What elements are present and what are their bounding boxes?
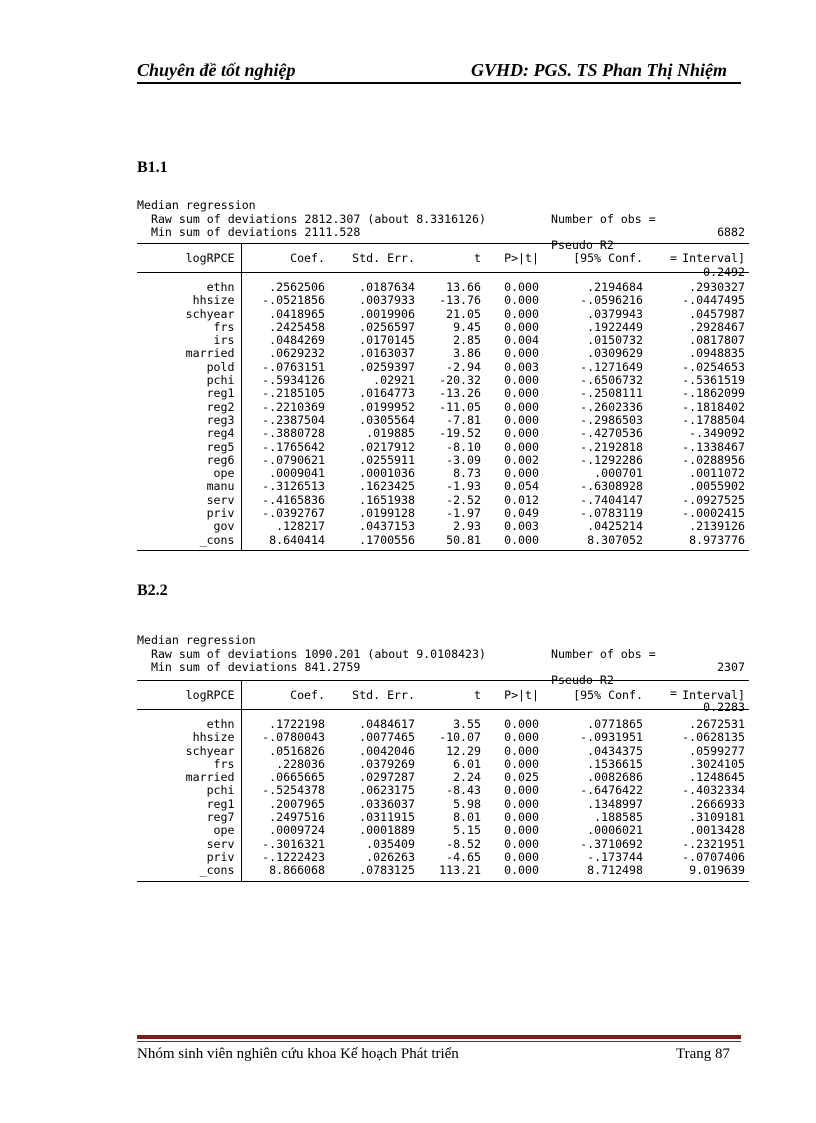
- table-row: [137, 507, 749, 520]
- table-row: [137, 273, 749, 295]
- table-cell: 0.000: [504, 373, 539, 388]
- table-header-row: [137, 244, 749, 273]
- table-cell: -.5254378: [262, 783, 325, 798]
- table-cell: 21.05: [446, 306, 481, 321]
- regression-table-b1-1: [137, 243, 749, 551]
- table-cell: .0336037: [359, 796, 415, 811]
- table-row: [137, 534, 749, 551]
- table-cell: .0217912: [359, 439, 415, 454]
- table-cell: .128217: [276, 519, 325, 534]
- summary-title: Median regression: [137, 198, 256, 213]
- table-cell: -.3126513: [262, 479, 325, 494]
- table-cell: .2928467: [689, 319, 745, 334]
- table-cell: -8.10: [446, 439, 481, 454]
- table-cell: -.1271649: [580, 359, 643, 374]
- table-cell: .0013428: [689, 823, 745, 838]
- table-cell: 0.000: [504, 810, 539, 825]
- table-row: [137, 334, 749, 347]
- table-cell: 8.01: [453, 810, 481, 825]
- table-cell: -.6476422: [580, 783, 643, 798]
- footer-rule-thick: [137, 1035, 741, 1039]
- table-cell: .3024105: [689, 756, 745, 771]
- table-cell: -.173744: [587, 849, 643, 864]
- table-header-row: [137, 681, 749, 710]
- column-header: Std. Err.: [329, 681, 419, 710]
- table-cell: .2930327: [689, 280, 745, 294]
- table-cell: 0.000: [504, 426, 539, 441]
- table-cell: .0305564: [359, 412, 415, 427]
- table-cell: -.3016321: [262, 836, 325, 851]
- table-row: [137, 798, 749, 811]
- table-cell: -13.76: [439, 293, 481, 308]
- table-row: [137, 494, 749, 507]
- nobs-value: 6882: [717, 224, 745, 239]
- variable-name: schyear: [137, 308, 241, 321]
- table-row: [137, 811, 749, 824]
- table-cell: .0311915: [359, 810, 415, 825]
- table-cell: .0665665: [269, 770, 325, 785]
- table-cell: 0.003: [504, 519, 539, 534]
- table-cell: .1700556: [329, 534, 419, 551]
- table-cell: 9.019639: [647, 864, 749, 881]
- table-cell: .0256597: [359, 319, 415, 334]
- table-cell: -.3880728: [262, 426, 325, 441]
- table-row: [137, 427, 749, 440]
- table-cell: -.2387504: [262, 412, 325, 427]
- table-cell: .0379943: [587, 306, 643, 321]
- table-cell: .0437153: [359, 519, 415, 534]
- table-row: [137, 454, 749, 467]
- variable-name: schyear: [137, 745, 241, 758]
- table-cell: 8.307052: [543, 534, 647, 551]
- table-cell: -.0002415: [682, 506, 745, 521]
- table-cell: -4.65: [446, 849, 481, 864]
- table-cell: -2.94: [446, 359, 481, 374]
- table-cell: .0771865: [587, 717, 643, 731]
- table-cell: -13.26: [439, 386, 481, 401]
- table-cell: .0150732: [587, 333, 643, 348]
- table-cell: .0783125: [329, 864, 419, 881]
- table-row: [137, 758, 749, 771]
- variable-name: priv: [137, 507, 241, 520]
- table-cell: 8.866068: [241, 864, 329, 881]
- table-cell: -.0447495: [682, 293, 745, 308]
- pseudo-r2-label: Pseudo R2: [551, 673, 614, 688]
- table-cell: .0623175: [359, 783, 415, 798]
- table-cell: .0011072: [689, 466, 745, 481]
- variable-name: reg2: [137, 401, 241, 414]
- table-cell: -.2192818: [580, 439, 643, 454]
- table-cell: -1.93: [446, 479, 481, 494]
- table-cell: .0418965: [269, 306, 325, 321]
- table-cell: -.0596216: [580, 293, 643, 308]
- table-cell: 0.000: [504, 399, 539, 414]
- table-cell: -.6506732: [580, 373, 643, 388]
- table-cell: 5.15: [453, 823, 481, 838]
- table-cell: 0.000: [504, 319, 539, 334]
- table-cell: -.0628135: [682, 730, 745, 745]
- table-cell: .0009724: [269, 823, 325, 838]
- table-cell: .0599277: [689, 743, 745, 758]
- table-cell: 0.004: [504, 333, 539, 348]
- table-cell: -.0254653: [682, 359, 745, 374]
- table-cell: -.1222423: [262, 849, 325, 864]
- table-cell: .0170145: [359, 333, 415, 348]
- table-cell: .2666933: [689, 796, 745, 811]
- table-cell: .2194684: [587, 280, 643, 294]
- table-cell: 8.712498: [543, 864, 647, 881]
- variable-name: reg6: [137, 454, 241, 467]
- table-cell: 0.003: [504, 359, 539, 374]
- table-row: [137, 710, 749, 732]
- variable-name: reg1: [137, 387, 241, 400]
- table-cell: .228036: [276, 756, 325, 771]
- footer-group-name: Nhóm sinh viên nghiên cứu khoa Kế hoạch Phát triển: [137, 1046, 459, 1062]
- column-header: t: [419, 681, 485, 710]
- table-cell: .2139126: [689, 519, 745, 534]
- table-cell: 0.000: [504, 439, 539, 454]
- table-row: [137, 864, 749, 881]
- table-cell: -.1862099: [682, 386, 745, 401]
- table-cell: -.4270536: [580, 426, 643, 441]
- table-cell: -.2185105: [262, 386, 325, 401]
- variable-name: _cons: [137, 864, 241, 881]
- column-header: P>|t|: [485, 244, 543, 273]
- table-row: [137, 824, 749, 837]
- table-cell: .1348997: [587, 796, 643, 811]
- table-cell: -.1338467: [682, 439, 745, 454]
- table-cell: .0817807: [689, 333, 745, 348]
- regression-table-b2-2: [137, 680, 749, 882]
- table-cell: .000701: [594, 466, 643, 481]
- table-cell: .02921: [373, 373, 415, 388]
- table-cell: -1.97: [446, 506, 481, 521]
- table-cell: .1623425: [359, 479, 415, 494]
- table-cell: .0948835: [689, 346, 745, 361]
- variable-name: manu: [137, 480, 241, 493]
- min-sum-deviations: Min sum of deviations 841.2759: [137, 659, 361, 674]
- table-row: [137, 294, 749, 307]
- table-cell: .0425214: [587, 519, 643, 534]
- table-row: [137, 347, 749, 360]
- table-cell: 0.000: [504, 412, 539, 427]
- table-cell: 0.000: [485, 864, 543, 881]
- variable-name: reg3: [137, 414, 241, 427]
- table-cell: .019885: [366, 426, 415, 441]
- variable-name: reg4: [137, 427, 241, 440]
- table-cell: -8.52: [446, 836, 481, 851]
- column-header: [95% Conf.: [543, 681, 647, 710]
- table-row: [137, 731, 749, 744]
- table-cell: -.6308928: [580, 479, 643, 494]
- pseudo-r2-equals: =: [670, 251, 677, 266]
- table-cell: 6.01: [453, 756, 481, 771]
- table-cell: .0259397: [359, 359, 415, 374]
- table-cell: .035409: [366, 836, 415, 851]
- table-cell: -.3710692: [580, 836, 643, 851]
- table-cell: 12.29: [446, 743, 481, 758]
- table-cell: -.0521856: [262, 293, 325, 308]
- table-cell: -.2210369: [262, 399, 325, 414]
- variable-name: irs: [137, 334, 241, 347]
- table-cell: .1536615: [587, 756, 643, 771]
- table-cell: 0.000: [504, 306, 539, 321]
- column-header: Std. Err.: [329, 244, 419, 273]
- header-advisor: GVHD: PGS. TS Phan Thị Nhiệm: [470, 60, 727, 80]
- table-cell: 0.049: [504, 506, 539, 521]
- table-row: [137, 851, 749, 864]
- variable-name: priv: [137, 851, 241, 864]
- variable-name: married: [137, 347, 241, 360]
- section-label-b2-2: B2.2: [137, 582, 168, 599]
- table-cell: 0.000: [504, 293, 539, 308]
- variable-name: reg1: [137, 798, 241, 811]
- nobs-label: Number of obs =: [551, 646, 656, 661]
- table-cell: 0.000: [504, 783, 539, 798]
- column-header: Coef.: [241, 244, 329, 273]
- table-cell: .0434375: [587, 743, 643, 758]
- table-cell: 0.025: [504, 770, 539, 785]
- table-cell: 0.000: [504, 730, 539, 745]
- column-header: P>|t|: [485, 681, 543, 710]
- variable-name: hhsize: [137, 731, 241, 744]
- table-cell: 0.012: [504, 492, 539, 507]
- table-cell: 2.24: [453, 770, 481, 785]
- variable-name: pchi: [137, 374, 241, 387]
- table-cell: -.2602336: [580, 399, 643, 414]
- table-cell: -.349092: [689, 426, 745, 441]
- header-thesis-title: Chuyên đề tốt nghiệp: [137, 60, 296, 80]
- variable-name: ethn: [137, 710, 241, 732]
- raw-sum-deviations: Raw sum of deviations 1090.201 (about 9.0108423): [137, 646, 487, 661]
- table-cell: .0163037: [359, 346, 415, 361]
- table-cell: .0484617: [359, 717, 415, 731]
- column-header: Interval]: [647, 244, 749, 273]
- table-row: [137, 467, 749, 480]
- table-cell: -.2986503: [580, 412, 643, 427]
- table-cell: .2672531: [689, 717, 745, 731]
- table-cell: 8.640414: [241, 534, 329, 551]
- table-row: [137, 441, 749, 454]
- table-cell: -.4165836: [262, 492, 325, 507]
- table-cell: -.0783119: [580, 506, 643, 521]
- table-cell: .0199128: [359, 506, 415, 521]
- table-row: [137, 414, 749, 427]
- column-header: Coef.: [241, 681, 329, 710]
- table-cell: .0077465: [359, 730, 415, 745]
- table-cell: .0082686: [587, 770, 643, 785]
- table-row: [137, 387, 749, 400]
- variable-name: frs: [137, 758, 241, 771]
- table-cell: -.1788504: [682, 412, 745, 427]
- footer-rule-thin: [137, 1041, 741, 1042]
- table-cell: .0187634: [359, 280, 415, 294]
- variable-name: pchi: [137, 784, 241, 797]
- table-cell: -.2508111: [580, 386, 643, 401]
- table-cell: .0042046: [359, 743, 415, 758]
- table-row: [137, 401, 749, 414]
- table-cell: -.0707406: [682, 849, 745, 864]
- table-row: [137, 771, 749, 784]
- table-cell: -.1765642: [262, 439, 325, 454]
- table-row: [137, 374, 749, 387]
- table-cell: .0297287: [359, 770, 415, 785]
- table-cell: .0037933: [359, 293, 415, 308]
- table-row: [137, 838, 749, 851]
- table-cell: -.5934126: [262, 373, 325, 388]
- table-cell: .0255911: [359, 452, 415, 467]
- table-cell: .1722198: [269, 717, 325, 731]
- table-cell: .0019906: [359, 306, 415, 321]
- table-cell: .3109181: [689, 810, 745, 825]
- table-cell: .0164773: [359, 386, 415, 401]
- table-cell: -.0763151: [262, 359, 325, 374]
- table-cell: .2497516: [269, 810, 325, 825]
- table-cell: 0.000: [504, 836, 539, 851]
- table-cell: 0.000: [504, 280, 539, 294]
- table-cell: -7.81: [446, 412, 481, 427]
- column-header: logRPCE: [137, 681, 241, 710]
- table-cell: 0.000: [504, 849, 539, 864]
- variable-name: ethn: [137, 273, 241, 295]
- table-cell: 3.86: [453, 346, 481, 361]
- pseudo-r2-value: 0.2492: [703, 264, 745, 279]
- table-cell: -10.07: [439, 730, 481, 745]
- table-cell: -.0927525: [682, 492, 745, 507]
- table-cell: -19.52: [439, 426, 481, 441]
- table-cell: 0.000: [485, 534, 543, 551]
- table-cell: 0.000: [504, 796, 539, 811]
- pseudo-r2-value: 0.2283: [703, 699, 745, 714]
- pseudo-r2-equals: =: [670, 686, 677, 701]
- table-cell: -.2321951: [682, 836, 745, 851]
- table-cell: 2.85: [453, 333, 481, 348]
- nobs-value: 2307: [717, 659, 745, 674]
- table-cell: 113.21: [419, 864, 485, 881]
- table-cell: 0.000: [504, 823, 539, 838]
- variable-name: ope: [137, 467, 241, 480]
- table-cell: 0.000: [504, 743, 539, 758]
- table-cell: .0516826: [269, 743, 325, 758]
- summary-title: Median regression: [137, 633, 256, 648]
- table-cell: -20.32: [439, 373, 481, 388]
- table-cell: .0001889: [359, 823, 415, 838]
- table-cell: 0.000: [504, 756, 539, 771]
- table-cell: -.7404147: [580, 492, 643, 507]
- table-cell: 2.93: [453, 519, 481, 534]
- table-cell: -.1818402: [682, 399, 745, 414]
- column-header: Interval]: [647, 681, 749, 710]
- table-row: [137, 308, 749, 321]
- table-cell: 0.054: [504, 479, 539, 494]
- variable-name: gov: [137, 520, 241, 533]
- table-cell: .2562506: [269, 280, 325, 294]
- header-rule: [137, 82, 741, 84]
- table-cell: .0001036: [359, 466, 415, 481]
- table-row: [137, 520, 749, 533]
- table-cell: -.0931951: [580, 730, 643, 745]
- table-cell: 3.55: [453, 717, 481, 731]
- table-cell: 13.66: [446, 280, 481, 294]
- variable-name: hhsize: [137, 294, 241, 307]
- table-cell: .0484269: [269, 333, 325, 348]
- table-cell: 8.973776: [647, 534, 749, 551]
- table-cell: -.0780043: [262, 730, 325, 745]
- table-cell: .0055902: [689, 479, 745, 494]
- table-cell: 0.002: [504, 452, 539, 467]
- table-cell: -3.09: [446, 452, 481, 467]
- table-cell: -2.52: [446, 492, 481, 507]
- column-header: t: [419, 244, 485, 273]
- min-sum-deviations: Min sum of deviations 2111.528: [137, 224, 361, 239]
- variable-name: _cons: [137, 534, 241, 551]
- table-cell: .1651938: [359, 492, 415, 507]
- table-cell: .2425458: [269, 319, 325, 334]
- variable-name: married: [137, 771, 241, 784]
- raw-sum-deviations: Raw sum of deviations 2812.307 (about 8.3316126): [137, 211, 487, 226]
- table-cell: -.0392767: [262, 506, 325, 521]
- variable-name: reg7: [137, 811, 241, 824]
- table-cell: .0379269: [359, 756, 415, 771]
- table-cell: -8.43: [446, 783, 481, 798]
- table-cell: .2007965: [269, 796, 325, 811]
- table-cell: .188585: [594, 810, 643, 825]
- column-header: [95% Conf.: [543, 244, 647, 273]
- table-cell: -.0288956: [682, 452, 745, 467]
- table-row: [137, 480, 749, 493]
- table-cell: .0006021: [587, 823, 643, 838]
- page-number: Trang 87: [676, 1046, 731, 1062]
- variable-name: ope: [137, 824, 241, 837]
- variable-name: reg5: [137, 441, 241, 454]
- table-row: [137, 321, 749, 334]
- variable-name: frs: [137, 321, 241, 334]
- column-header: logRPCE: [137, 244, 241, 273]
- table-cell: 0.000: [504, 346, 539, 361]
- table-cell: 50.81: [419, 534, 485, 551]
- table-cell: .026263: [366, 849, 415, 864]
- table-cell: 0.000: [504, 717, 539, 731]
- table-cell: 8.73: [453, 466, 481, 481]
- section-label-b1-1: B1.1: [137, 159, 168, 176]
- pseudo-r2-label: Pseudo R2: [551, 238, 614, 253]
- variable-name: serv: [137, 838, 241, 851]
- table-cell: -.0790621: [262, 452, 325, 467]
- table-cell: -.5361519: [682, 373, 745, 388]
- table-cell: .0629232: [269, 346, 325, 361]
- table-cell: -11.05: [439, 399, 481, 414]
- table-row: [137, 361, 749, 374]
- table-cell: 9.45: [453, 319, 481, 334]
- table-cell: -.1292286: [580, 452, 643, 467]
- table-cell: 5.98: [453, 796, 481, 811]
- table-row: [137, 745, 749, 758]
- nobs-label: Number of obs =: [551, 211, 656, 226]
- table-cell: 0.000: [504, 466, 539, 481]
- table-row: [137, 784, 749, 797]
- variable-name: pold: [137, 361, 241, 374]
- table-cell: .0009041: [269, 466, 325, 481]
- table-cell: .1922449: [587, 319, 643, 334]
- table-cell: 0.000: [504, 386, 539, 401]
- table-cell: .0309629: [587, 346, 643, 361]
- table-cell: .0457987: [689, 306, 745, 321]
- table-cell: .1248645: [689, 770, 745, 785]
- table-cell: -.4032334: [682, 783, 745, 798]
- variable-name: serv: [137, 494, 241, 507]
- table-cell: .0199952: [359, 399, 415, 414]
